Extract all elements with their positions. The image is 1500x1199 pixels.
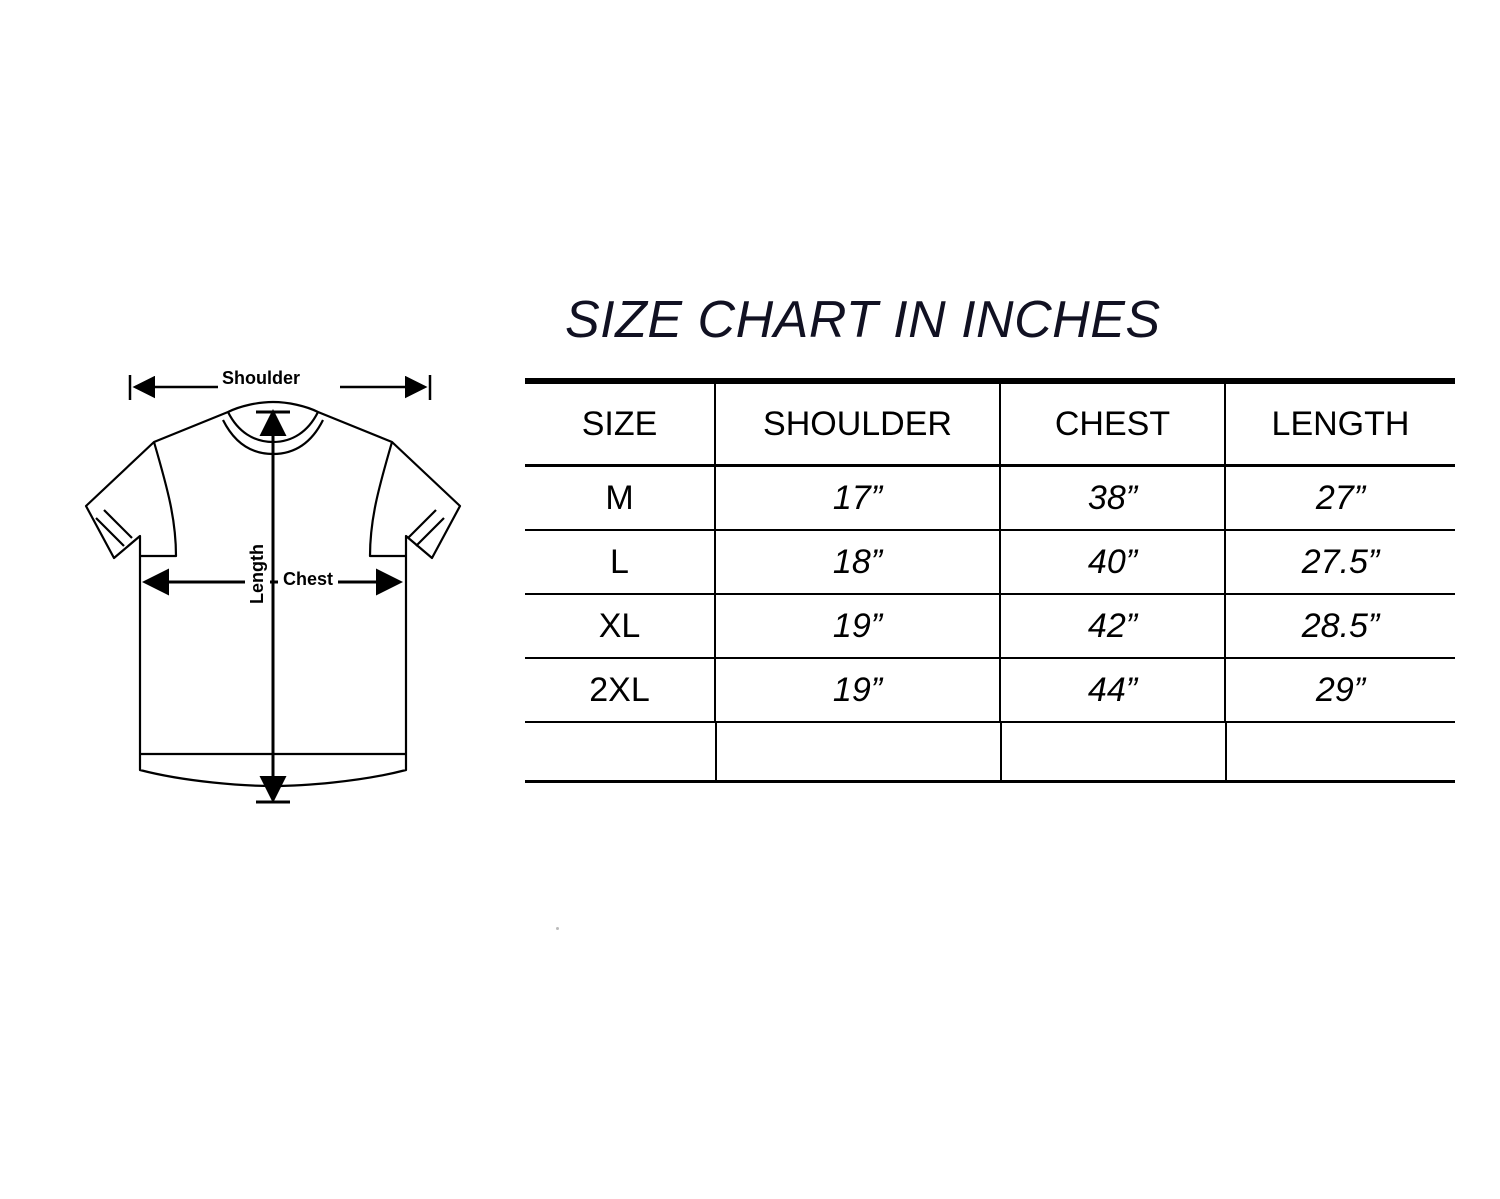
table-row	[525, 594, 1455, 658]
size-chart-table	[525, 381, 1455, 723]
scan-artifact-dot	[556, 927, 559, 930]
cell-chest-l: 40”	[1000, 530, 1225, 594]
cell-chest-m: 38”	[1000, 466, 1225, 531]
table-row	[525, 530, 1455, 594]
cell-size-xl: XL	[525, 594, 715, 658]
table-header-row	[525, 383, 1455, 466]
chart-title: SIZE CHART IN INCHES	[565, 291, 1161, 349]
length-label: Length	[245, 540, 270, 608]
table-row	[525, 466, 1455, 531]
cell-length-m: 27”	[1225, 466, 1455, 531]
table-tail-band	[525, 723, 1455, 783]
cell-shoulder-m: 17”	[715, 466, 1000, 531]
column-header-size: SIZE	[525, 383, 715, 466]
shoulder-label: Shoulder	[218, 368, 304, 389]
cell-size-l: L	[525, 530, 715, 594]
cell-shoulder-xl: 19”	[715, 594, 1000, 658]
column-header-length: LENGTH	[1225, 383, 1455, 466]
table-row	[525, 658, 1455, 722]
column-header-chest: CHEST	[1000, 383, 1225, 466]
cell-size-m: M	[525, 466, 715, 531]
cell-chest-2xl: 44”	[1000, 658, 1225, 722]
column-header-shoulder: SHOULDER	[715, 383, 1000, 466]
cell-shoulder-l: 18”	[715, 530, 1000, 594]
cell-length-xl: 28.5”	[1225, 594, 1455, 658]
cell-size-2xl: 2XL	[525, 658, 715, 722]
tshirt-diagram-svg	[40, 350, 500, 860]
cell-shoulder-2xl: 19”	[715, 658, 1000, 722]
cell-length-l: 27.5”	[1225, 530, 1455, 594]
size-chart-panel	[525, 290, 1460, 783]
tshirt-measurement-diagram	[40, 350, 500, 860]
chest-label: Chest	[278, 569, 338, 590]
cell-chest-xl: 42”	[1000, 594, 1225, 658]
cell-length-2xl: 29”	[1225, 658, 1455, 722]
